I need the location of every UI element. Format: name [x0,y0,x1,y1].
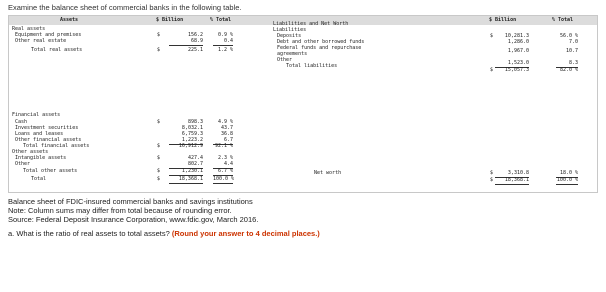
real-asset-billion: 156.2 [187,32,203,38]
dollar-sign: $ [157,143,161,149]
intro-text: Examine the balance sheet of commercial banks in the following table. [8,3,242,12]
assets-pct-header: % Total [210,17,232,23]
liability-billion: 10,281.3 [504,33,529,39]
dollar-sign: $ [490,177,494,183]
total-financial-assets-billion: 16,912.9 [178,143,203,149]
total-real-assets-label: Total real assets [31,47,83,53]
total-financial-assets-label: Total financial assets [23,143,90,149]
balance-sheet-table [8,15,598,193]
assets-billion-header: $ Billion [156,17,184,23]
dollar-sign: $ [157,32,161,38]
liab-pct-header: % Total [552,17,574,23]
dollar-sign: $ [157,168,161,174]
dollar-sign: $ [157,47,161,53]
assets-total-label: Total [31,176,47,182]
liabilities-heading: Liabilities [273,27,307,33]
total-real-assets-pct: 1.2 % [217,47,233,53]
financial-asset-label: Cash [15,119,28,125]
total-other-assets-pct: 6.7 % [213,168,233,176]
dollar-sign: $ [157,155,161,161]
other-asset-billion: 427.4 [187,155,203,161]
total-other-assets-billion: 1,230.1 [169,168,203,176]
real-asset-pct: 0.4 [213,38,233,46]
net-worth-pct: 18.0 % [556,170,578,178]
assets-total-billion: 18,368.1 [169,176,203,184]
real-asset-pct: 0.9 % [217,32,233,38]
assets-column-header: Assets [59,17,79,23]
financial-asset-billion: 8,032.1 [181,125,203,131]
other-assets-heading: Other assets [12,149,49,155]
liability-pct: 7.0 [568,39,578,45]
table-source: Source: Federal Deposit Insurance Corporation, www.fdic.gov, March 2016. [8,215,259,224]
other-asset-label: Other [15,161,31,167]
question-text [8,229,320,239]
other-asset-pct: 2.3 % [217,155,233,161]
liability-billion: 1,523.0 [495,60,529,68]
liab-grand-total-billion: 18,368.1 [495,177,529,185]
financial-asset-pct: 4.9 % [217,119,233,125]
liab-billion-header: $ Billion [489,17,517,23]
total-financial-assets-pct: 92.1 % [214,143,233,149]
financial-asset-billion: 898.3 [187,119,203,125]
liab-networth-title: Liabilities and Net Worth [273,21,349,27]
net-worth-label: Net worth [314,170,342,176]
liability-billion: 1,967.0 [507,48,529,54]
table-note: Note: Column sums may differ from total because of rounding error. [8,206,232,215]
liability-label: Federal funds and repurchase [277,45,362,51]
total-other-assets-label: Total other assets [23,168,78,174]
table-caption: Balance sheet of FDIC-insured commercial banks and savings institutions [8,197,253,206]
net-worth-billion: 3,310.8 [495,170,529,178]
real-asset-label: Equipment and premises [15,32,82,38]
question-prompt: a. What is the ratio of real assets to total assets? [8,229,170,238]
other-asset-label: Intangible assets [15,155,67,161]
dollar-sign: $ [157,119,161,125]
dollar-sign: $ [490,67,494,73]
liability-billion: 1,286.0 [507,39,529,45]
assets-total-pct: 100.0 % [213,176,235,182]
financial-asset-label: Other financial assets [15,137,82,143]
liability-label-continued: agreements [277,51,308,57]
financial-assets-heading: Financial assets [12,112,61,118]
financial-asset-label: Investment securities [15,125,79,131]
other-asset-pct: 4.4 [213,161,233,169]
financial-asset-pct: 6.7 [213,137,233,145]
other-asset-billion: 802.7 [169,161,203,169]
liability-pct: 56.0 % [559,33,578,39]
total-real-assets-billion: 225.1 [187,47,203,53]
total-liabilities-billion: 15,057.3 [504,67,529,73]
liability-label: Other [277,57,293,63]
total-liabilities-label: Total liabilities [286,63,338,69]
financial-asset-label: Loans and leases [15,131,64,137]
total-liabilities-pct: 82.0 % [559,67,578,73]
dollar-sign: $ [490,170,494,176]
real-assets-heading: Real assets [12,26,46,32]
financial-asset-pct: 43.7 [220,125,233,131]
liab-grand-total-pct: 100.0 % [556,177,578,183]
real-asset-label: Other real estate [15,38,67,44]
dollar-sign: $ [490,33,494,39]
liability-pct: 8.3 [556,60,578,68]
liability-pct: 10.7 [565,48,578,54]
question-instruction: (Round your answer to 4 decimal places.) [171,229,320,238]
financial-asset-billion: 1,223.2 [169,137,203,145]
dollar-sign: $ [157,176,161,182]
real-asset-billion: 68.9 [169,38,203,46]
financial-asset-billion: 6,759.3 [181,131,203,137]
financial-asset-pct: 36.8 [220,131,233,137]
liability-label: Debt and other borrowed funds [277,39,365,45]
liability-label: Deposits [277,33,302,39]
